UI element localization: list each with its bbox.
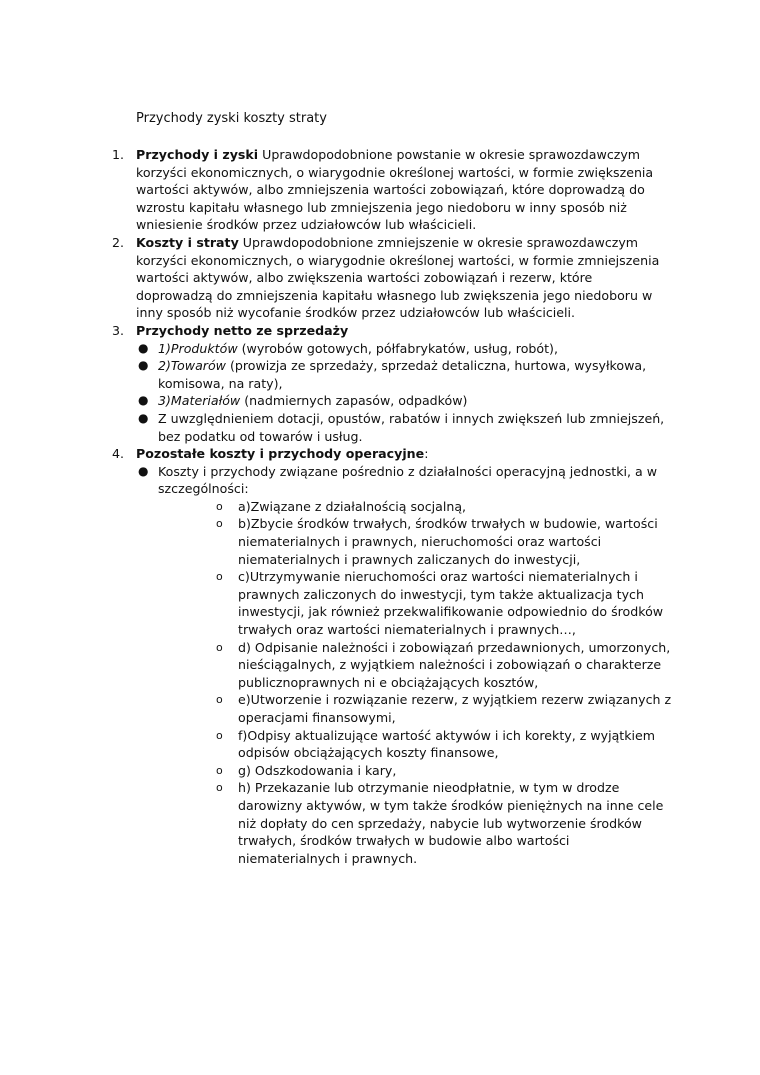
bullet-item	[112, 463, 672, 498]
bullet-icon: ●	[138, 393, 149, 408]
item-number: 2.	[112, 234, 125, 250]
bullet-italic: 2)Towarów	[158, 358, 226, 374]
sub-bullet-item	[112, 779, 672, 867]
sub-bullet-text: b)Zbycie środków trwałych, środków trwałych w budowie, wartości niematerialnych i prawnych, nieruchomości oraz wartości niematerialnych i prawnych zaliczanych do inwestycji,	[238, 516, 658, 567]
sub-bullet-text: e)Utworzenie i rozwiązanie rezerw, z wyjątkiem rezerw związanych z operacjami finansowymi,	[238, 692, 672, 725]
bullet-text: (nadmiernych zapasów, odpadków)	[240, 393, 468, 409]
sub-bullet-text: d) Odpisanie należności i zobowiązań przedawnionych, umorzonych, nieściągalnych, z wyjątkiem należności i zobowiązań o charakterze publicznoprawnych ni e obciążających kosztów,	[238, 639, 671, 690]
bullet-text: (prowizja ze sprzedaży, sprzedaż detaliczna, hurtowa, wysyłkowa, komisowa, na raty),	[158, 358, 647, 391]
bullet-item	[112, 357, 672, 392]
circle-bullet-icon: o	[216, 499, 223, 513]
bullet-item	[112, 392, 672, 410]
circle-bullet-icon: o	[216, 781, 223, 795]
sub-bullet-item	[112, 727, 672, 762]
bullet-item	[112, 410, 672, 445]
sub-bullet-item	[112, 498, 672, 516]
list-item-4	[112, 445, 672, 463]
item-term: Pozostałe koszty i przychody operacyjne	[136, 446, 425, 462]
sub-bullet-text: f)Odpisy aktualizujące wartość aktywów i ich korekty, z wyjątkiem odpisów obciążających koszty finansowe,	[238, 727, 656, 761]
circle-bullet-icon: o	[216, 728, 223, 742]
bullet-icon: ●	[138, 463, 149, 478]
circle-bullet-icon: o	[216, 763, 223, 777]
sub-bullet-text: h) Przekazanie lub otrzymanie nieodpłatnie, w tym w drodze darowizny aktywów, w tym także środków pieniężnych na inne cele niż dopłaty do cen sprzedaży, nabycie lub wytworzenie środków trwałych, środków trwałych w budowie albo wartości niematerialnych i prawnych.	[238, 780, 664, 866]
sub-bullet-text: c)Utrzymywanie nieruchomości oraz wartości niematerialnych i prawnych zaliczonych do inwestycji, tym także aktualizacja tych inwestycji, jak również przekwalifikowanie odpowiednio do środków trwałych oraz wartości niematerialnych i prawnych…,	[238, 569, 664, 638]
item-colon: :	[424, 446, 429, 462]
circle-bullet-icon: o	[216, 570, 223, 584]
bullet-text: Z uwzględnieniem dotacji, opustów, rabatów i innych zwiększeń lub zmniejszeń, bez podatku od towarów i usług.	[158, 410, 665, 444]
list-item-2	[112, 234, 672, 322]
item-number: 3.	[112, 322, 125, 338]
list-item-1	[112, 146, 672, 234]
bullet-text: (wyrobów gotowych, półfabrykatów, usług, robót),	[237, 340, 558, 356]
item-term: Przychody i zyski	[136, 147, 259, 162]
document-title: Przychody zyski koszty straty	[136, 111, 327, 126]
sub-bullet-item	[112, 762, 672, 780]
bullet-icon: ●	[138, 410, 149, 425]
circle-bullet-icon: o	[216, 640, 223, 654]
item-term: Koszty i straty	[136, 234, 239, 250]
bullet-italic: 3)Materiałów	[158, 393, 241, 409]
bullet-icon: ●	[138, 358, 149, 373]
item-term: Przychody netto ze sprzedaży	[136, 322, 349, 338]
sub-bullet-item	[112, 639, 672, 692]
bullet-italic: 1)Produktów	[158, 340, 238, 356]
bullet-item	[112, 340, 672, 358]
item-text: Uprawdopodobnione powstanie w okresie sprawozdawczym korzyści ekonomicznych, o wiarygodnie określonej wartości, w formie zwiększenia wartości aktywów, albo zmniejszenia wartości zobowiązań, które doprowadzą do wzrostu kapitału własnego lub zmniejszenia jego niedoboru w inny sposób niż wniesienie środków przez udziałowców lub właścicieli.	[136, 147, 654, 233]
sub-bullet-text: g) Odszkodowania i kary,	[238, 762, 397, 778]
sub-bullet-text: a)Związane z działalnością socjalną,	[238, 498, 467, 514]
sub-bullet-item	[112, 691, 672, 726]
circle-bullet-icon: o	[216, 693, 223, 707]
item-text: Uprawdopodobnione zmniejszenie w okresie sprawozdawczym korzyści ekonomicznych, o wiarygodnie określonej wartości, w formie zmniejszenia wartości aktywów, albo zwiększenia wartości zobowiązań i rezerw, które doprowadzą do zmniejszenia kapitału własnego lub zwiększenia jego niedoboru w inny sposób niż wycofanie środków przez udziałowców lub właścicieli.	[136, 234, 660, 321]
item-number: 1.	[112, 147, 125, 162]
bullet-text: Koszty i przychody związane pośrednio z działalności operacyjną jednostki, a w szczególności:	[158, 463, 658, 497]
sub-bullet-item	[112, 515, 672, 568]
circle-bullet-icon: o	[216, 517, 223, 531]
list-item-3	[112, 322, 672, 340]
item-number: 4.	[112, 446, 125, 462]
bullet-icon: ●	[138, 340, 149, 355]
numbered-list	[112, 146, 672, 867]
sub-bullet-item	[112, 568, 672, 638]
